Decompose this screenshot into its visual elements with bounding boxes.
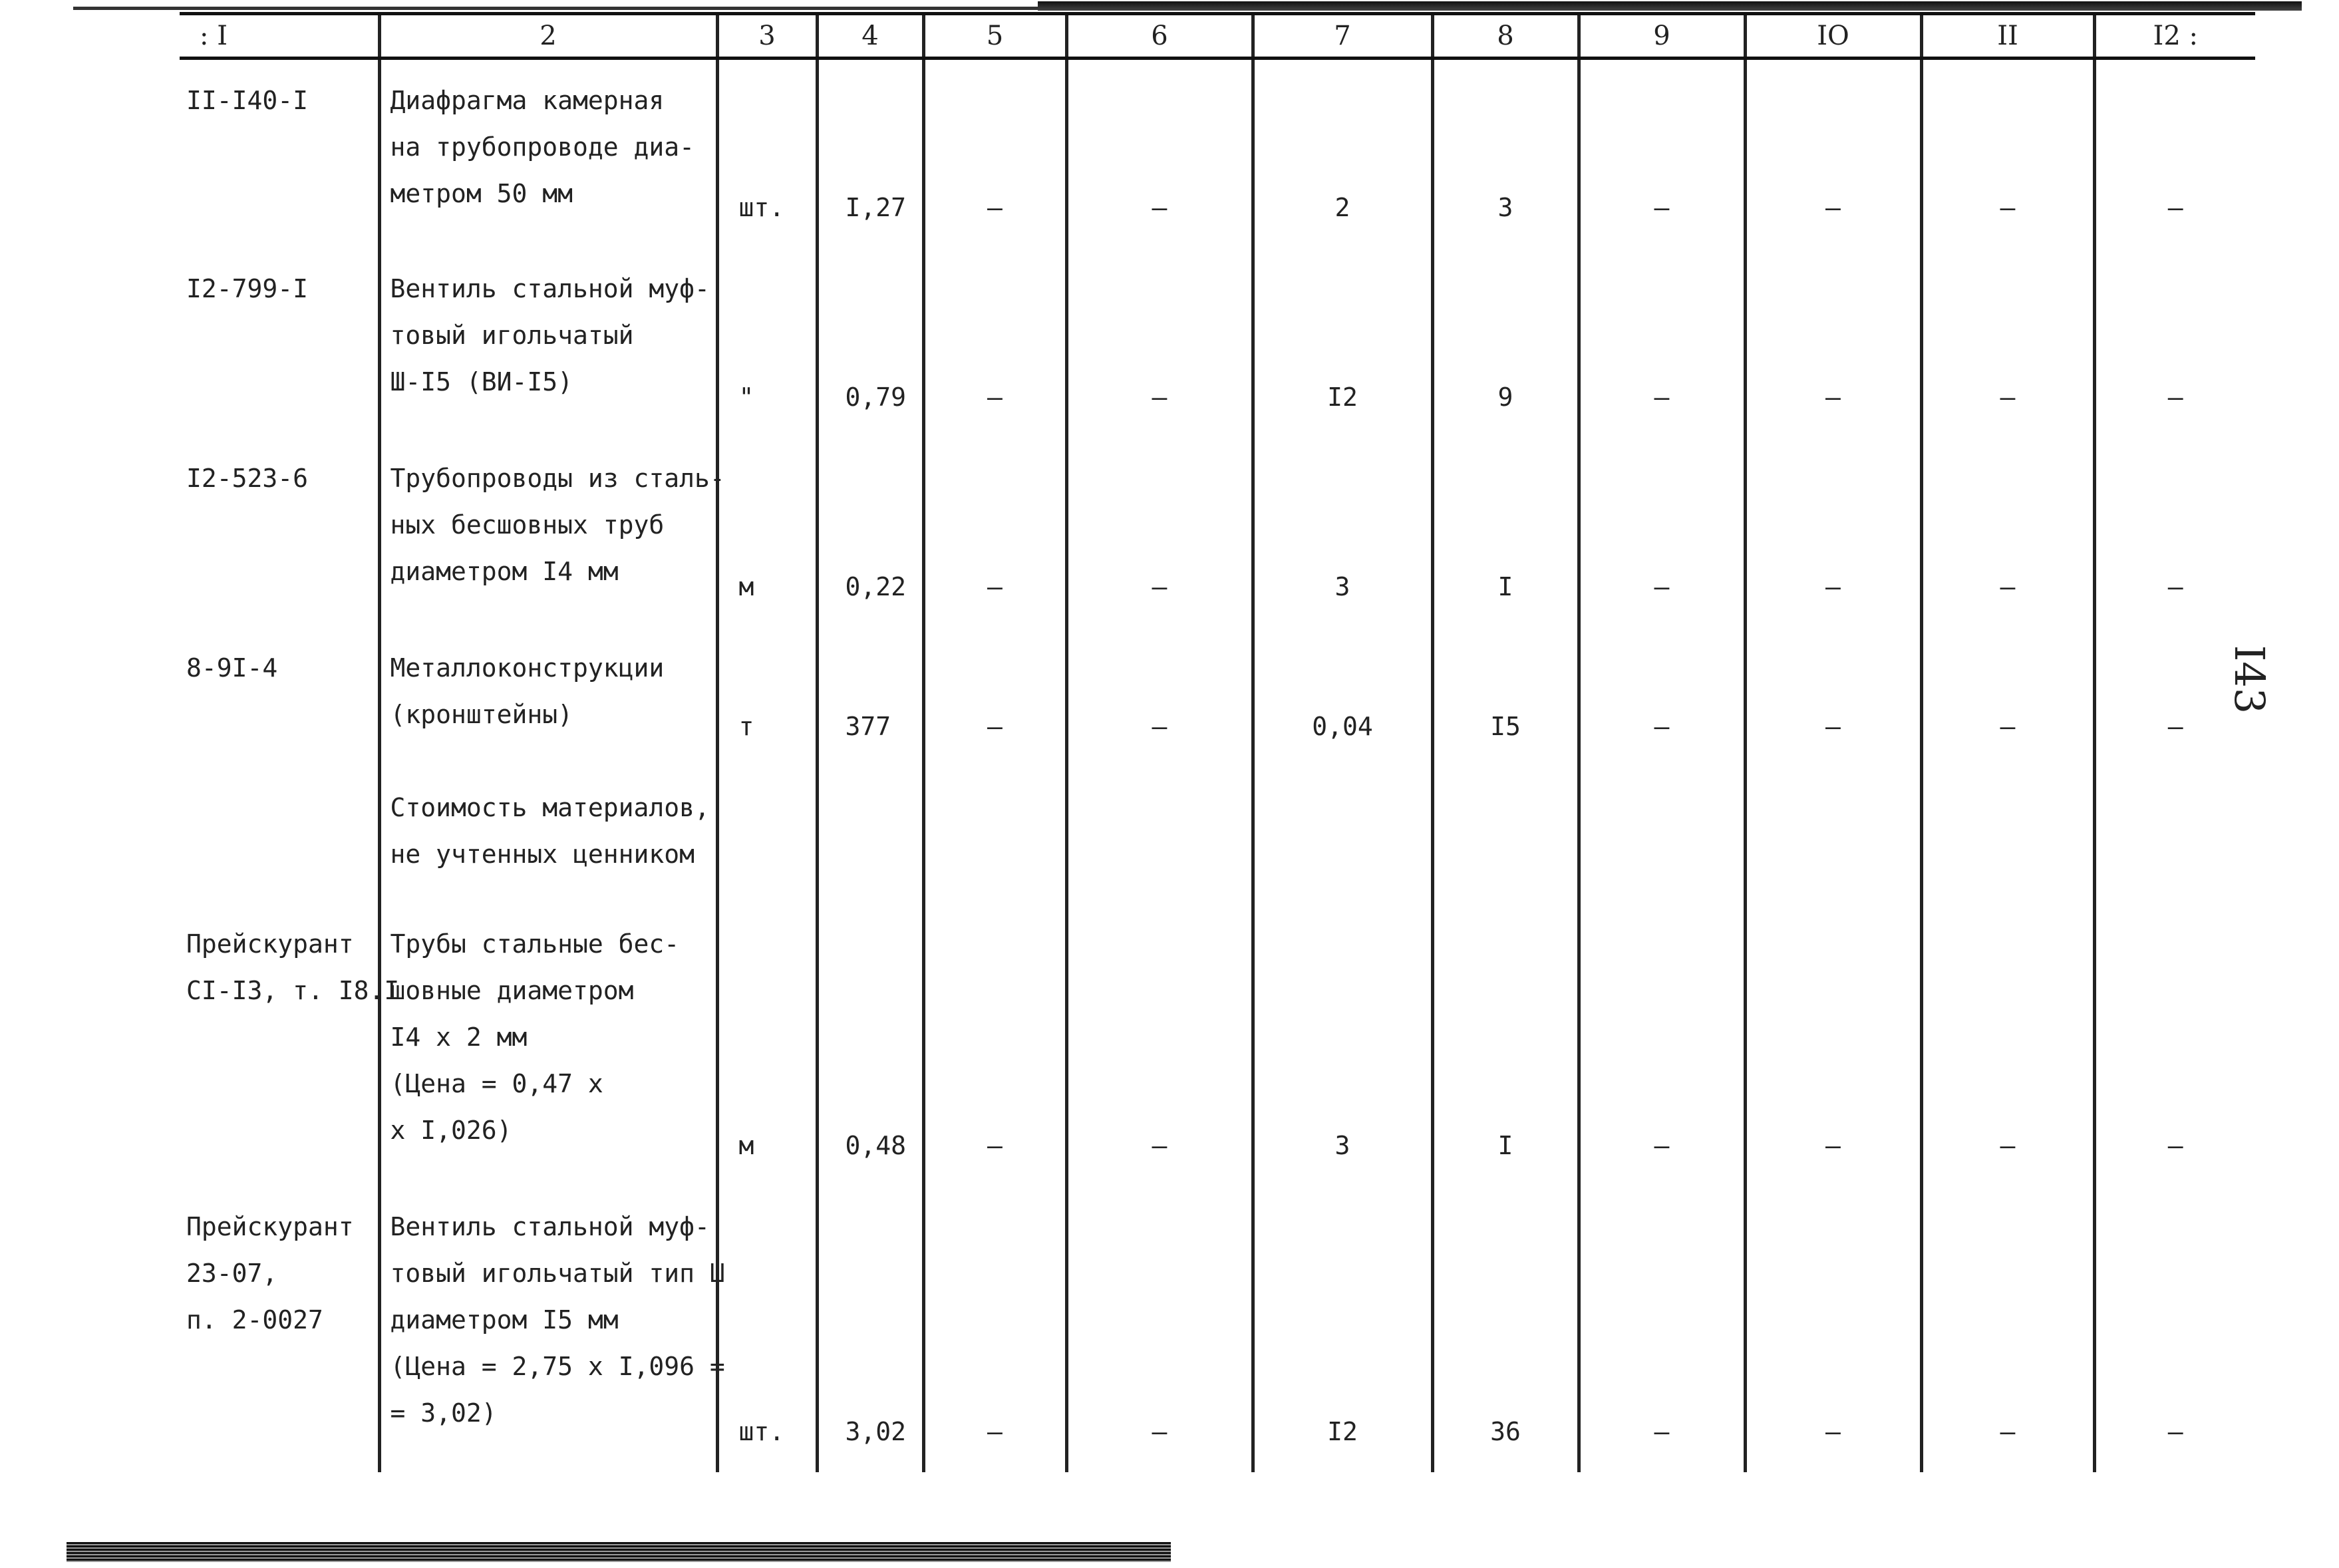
value-col-7: I2 <box>1253 1186 1432 1472</box>
name-line: шовные диаметром <box>390 975 634 1005</box>
name-line: ных бесшовных труб <box>390 510 665 540</box>
value-col-4: I,27 <box>817 59 923 248</box>
value-col-7: I2 <box>1253 248 1432 438</box>
code-cell <box>180 627 379 767</box>
value-col-5 <box>923 767 1066 903</box>
name-line: Диафрагма камерная <box>390 86 665 115</box>
name-line: х I,026) <box>390 1115 512 1145</box>
value-col-5: – <box>923 438 1066 627</box>
value-col-9: – <box>1579 903 1745 1186</box>
unit-cell: шт. <box>717 59 817 248</box>
table-row <box>180 903 2255 1186</box>
value-col-11: – <box>1921 59 2094 248</box>
unit-cell: " <box>717 248 817 438</box>
value-col-7: 0,04 <box>1253 627 1432 767</box>
table-row <box>180 59 2255 248</box>
unit-cell: м <box>717 438 817 627</box>
header-col-4: 4 <box>817 14 923 59</box>
scan-bottom-edge <box>67 1542 1171 1562</box>
value-col-8: I <box>1432 438 1579 627</box>
value-col-8: 36 <box>1432 1186 1579 1472</box>
value-col-7: 2 <box>1253 59 1432 248</box>
value-col-8 <box>1432 767 1579 903</box>
unit-cell: т <box>717 627 817 767</box>
name-cell <box>379 1186 725 1472</box>
name-line: Вентиль стальной муф- <box>390 1211 710 1241</box>
code-line: I2-523-6 <box>186 463 309 493</box>
header-col-2: 2 <box>379 14 717 59</box>
value-col-6: – <box>1066 248 1253 438</box>
name-line: товый игольчатый тип Ш <box>390 1258 725 1288</box>
value-col-11: – <box>1921 438 2094 627</box>
header-row <box>180 14 2255 59</box>
code-line: CI-I3, т. I8.I <box>186 975 400 1005</box>
header-col-7: 7 <box>1253 14 1432 59</box>
unit-cell: м <box>717 903 817 1186</box>
value-col-12: – <box>2094 1186 2255 1472</box>
value-col-9: – <box>1579 1186 1745 1472</box>
name-line: (Цена = 0,47 х <box>390 1068 603 1098</box>
name-cell <box>379 59 717 248</box>
header-col-9: 9 <box>1579 14 1745 59</box>
name-cell <box>379 903 717 1186</box>
code-cell <box>180 903 400 1186</box>
value-col-11: – <box>1921 627 2094 767</box>
code-line: II-I40-I <box>186 86 309 115</box>
name-line: товый игольчатый <box>390 320 634 350</box>
name-line: (кронштейны) <box>390 699 573 729</box>
scan-top-shadow <box>1038 1 2302 11</box>
value-col-10: – <box>1745 248 1921 438</box>
table-row <box>180 1186 2255 1472</box>
unit-cell: шт. <box>717 1186 817 1472</box>
name-line: Трубы стальные бес- <box>390 929 680 959</box>
value-col-6: – <box>1066 59 1253 248</box>
value-col-5: – <box>923 903 1066 1186</box>
value-col-5: – <box>923 627 1066 767</box>
name-line: Вентиль стальной муф- <box>390 273 710 303</box>
table-row <box>180 248 2255 438</box>
value-col-7: 3 <box>1253 438 1432 627</box>
value-col-12: – <box>2094 903 2255 1186</box>
value-col-8: 3 <box>1432 59 1579 248</box>
table-row <box>180 627 2255 767</box>
code-line: Прейскурант <box>186 1211 354 1241</box>
code-cell <box>180 767 379 903</box>
name-line: Стоимость материалов, <box>390 792 710 822</box>
header-col-12: I2 : <box>2094 14 2255 59</box>
value-col-4 <box>817 767 923 903</box>
name-line: не учтенных ценником <box>390 839 695 869</box>
value-col-11: – <box>1921 903 2094 1186</box>
code-line: 8-9I-4 <box>186 653 278 683</box>
value-col-12 <box>2094 767 2255 903</box>
value-col-7: 3 <box>1253 903 1432 1186</box>
value-col-5: – <box>923 1186 1066 1472</box>
name-line: Металлоконструкции <box>390 653 665 683</box>
header-col-3: 3 <box>717 14 817 59</box>
code-line: 23-07, <box>186 1258 278 1288</box>
page-number: I43 <box>2225 645 2274 714</box>
code-line: Прейскурант <box>186 929 354 959</box>
value-col-12: – <box>2094 627 2255 767</box>
name-line: Ш-I5 (ВИ-I5) <box>390 367 573 396</box>
value-col-8: 9 <box>1432 248 1579 438</box>
value-col-10: – <box>1745 59 1921 248</box>
value-col-8: I <box>1432 903 1579 1186</box>
header-col-8: 8 <box>1432 14 1579 59</box>
value-col-9: – <box>1579 248 1745 438</box>
unit-cell <box>717 767 817 903</box>
value-col-9: – <box>1579 438 1745 627</box>
value-col-11 <box>1921 767 2094 903</box>
name-cell <box>379 767 717 903</box>
value-col-9 <box>1579 767 1745 903</box>
value-col-11: – <box>1921 1186 2094 1472</box>
header-col-11: II <box>1921 14 2094 59</box>
value-col-9: – <box>1579 627 1745 767</box>
value-col-12: – <box>2094 248 2255 438</box>
value-col-10: – <box>1745 627 1921 767</box>
code-line: п. 2-0027 <box>186 1305 323 1334</box>
value-col-6: – <box>1066 438 1253 627</box>
code-cell <box>180 59 379 248</box>
header-col-1: : I <box>180 14 379 59</box>
value-col-4: 3,02 <box>817 1186 923 1472</box>
table-row <box>180 767 2255 903</box>
header-col-10: IO <box>1745 14 1921 59</box>
value-col-10: – <box>1745 438 1921 627</box>
header-col-6: 6 <box>1066 14 1253 59</box>
value-col-4: 0,79 <box>817 248 923 438</box>
value-col-10: – <box>1745 903 1921 1186</box>
code-line: I2-799-I <box>186 273 309 303</box>
table-body <box>180 59 2255 1472</box>
value-col-10 <box>1745 767 1921 903</box>
value-col-8: I5 <box>1432 627 1579 767</box>
table-row <box>180 438 2255 627</box>
name-line: I4 х 2 мм <box>390 1022 528 1052</box>
name-cell <box>379 627 717 767</box>
value-col-12: – <box>2094 438 2255 627</box>
code-cell <box>180 1186 379 1472</box>
code-cell <box>180 248 379 438</box>
name-line: метром 50 мм <box>390 179 573 208</box>
code-cell <box>180 438 379 627</box>
name-line: = 3,02) <box>390 1398 497 1428</box>
header-col-5: 5 <box>923 14 1066 59</box>
value-col-9: – <box>1579 59 1745 248</box>
value-col-6: – <box>1066 1186 1253 1472</box>
value-col-4: 0,22 <box>817 438 923 627</box>
value-col-6 <box>1066 767 1253 903</box>
value-col-7 <box>1253 767 1432 903</box>
value-col-5: – <box>923 59 1066 248</box>
name-cell <box>379 438 725 627</box>
name-line: на трубопроводе диа- <box>390 132 695 162</box>
name-line: диаметром I5 мм <box>390 1305 619 1334</box>
estimate-table <box>180 12 2255 1472</box>
value-col-6: – <box>1066 627 1253 767</box>
name-line: диаметром I4 мм <box>390 556 619 586</box>
value-col-12: – <box>2094 59 2255 248</box>
value-col-6: – <box>1066 903 1253 1186</box>
name-line: Трубопроводы из сталь- <box>390 463 725 493</box>
name-line: (Цена = 2,75 х I,096 = <box>390 1351 725 1381</box>
value-col-4: 377 <box>817 627 923 767</box>
value-col-5: – <box>923 248 1066 438</box>
value-col-11: – <box>1921 248 2094 438</box>
value-col-10: – <box>1745 1186 1921 1472</box>
value-col-4: 0,48 <box>817 903 923 1186</box>
name-cell <box>379 248 717 438</box>
